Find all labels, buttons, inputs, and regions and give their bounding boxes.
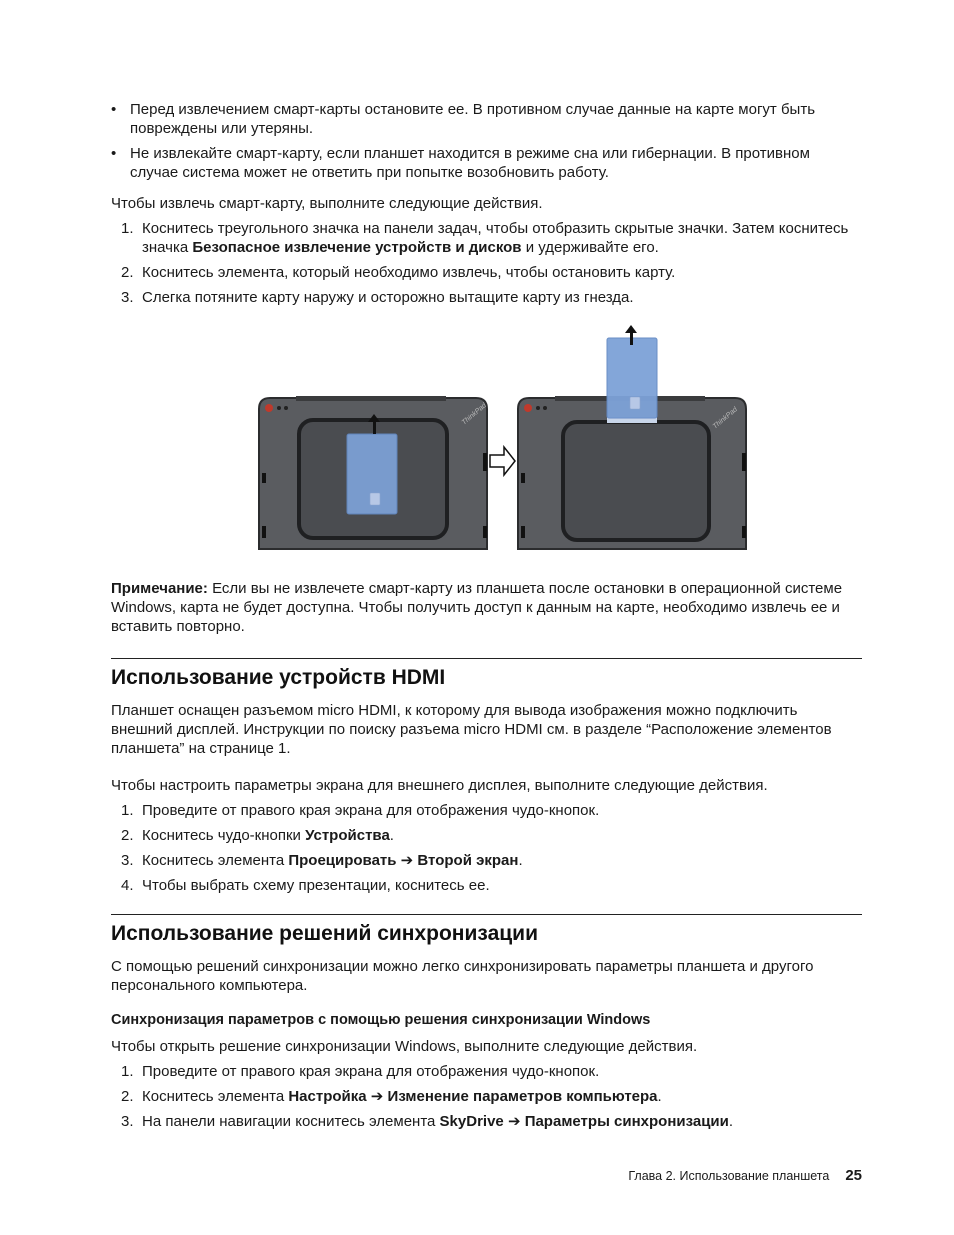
smartcard-removal-illustration <box>111 321 862 561</box>
step-number: 3. <box>121 1113 134 1130</box>
smartcard-intro: Чтобы извлечь смарт-карту, выполните следующие действия. <box>111 195 543 212</box>
list-item <box>111 1087 862 1106</box>
step-text: . <box>657 1088 662 1105</box>
hdmi-paragraph: Планшет оснащен разъемом micro HDMI, к которому для вывода изображения можно подключить внешний дисплей. Инструкции по поиску разъема micro HDMI см. в разделе “Расположение элементов планшета” на странице 1. <box>111 702 832 757</box>
step-text: Проведите от правого края экрана для отображения чудо-кнопок. <box>142 1063 600 1080</box>
document-page <box>111 100 862 1137</box>
step-text: Чтобы выбрать схему презентации, коснитесь ее. <box>142 877 490 894</box>
step-bold: Устройства <box>305 827 390 844</box>
warning-bullets <box>111 100 862 182</box>
step-number: 1. <box>121 802 134 819</box>
arrow-icon: ➔ <box>507 1113 521 1130</box>
thinkpad-logo: ThinkPad <box>460 402 488 427</box>
step-number: 1. <box>121 220 134 237</box>
list-item <box>111 826 862 845</box>
sync-steps <box>111 1062 862 1131</box>
step-text: Коснитесь треугольного значка на панели задач, чтобы отобразить скрытые значки. Затем коснитесь значка <box>142 220 849 256</box>
step-number: 3. <box>121 852 134 869</box>
step-bold: Проецировать <box>288 852 397 869</box>
bullet-item: • Перед извлечением смарт-карты остановите ее. В противном случае данные на карте могут быть повреждены или утеряны. <box>111 100 862 138</box>
section-divider <box>111 658 862 659</box>
step-number: 3. <box>121 289 134 306</box>
list-item <box>111 1062 862 1081</box>
page-number: 25 <box>845 1167 862 1184</box>
sync-intro: Чтобы открыть решение синхронизации Windows, выполните следующие действия. <box>111 1038 698 1055</box>
step-number: 4. <box>121 877 134 894</box>
step-bold: Изменение параметров компьютера <box>387 1088 658 1105</box>
hdmi-intro: Чтобы настроить параметры экрана для внешнего дисплея, выполните следующие действия. <box>111 777 768 794</box>
step-text: Коснитесь элемента <box>142 852 289 869</box>
step-bold: Второй экран <box>417 852 519 869</box>
step-bold: SkyDrive <box>439 1113 504 1130</box>
footer-chapter: Глава 2. Использование планшета <box>628 1169 830 1183</box>
red-dot-icon <box>265 404 273 412</box>
step-text: и удерживайте его. <box>521 239 659 256</box>
step-number: 2. <box>121 1088 134 1105</box>
hdmi-steps <box>111 801 862 895</box>
section-title-hdmi: Использование устройств HDMI <box>111 666 446 689</box>
step-number: 2. <box>121 827 134 844</box>
step-text: . <box>389 827 394 844</box>
list-item <box>111 801 862 820</box>
step-text: Коснитесь чудо-кнопки <box>142 827 306 844</box>
step-bold: Параметры синхронизации <box>524 1113 729 1130</box>
smartcard-steps <box>111 219 862 307</box>
note-label: Примечание: <box>111 580 208 597</box>
step-bold: Безопасное извлечение устройств и дисков <box>192 239 522 256</box>
tablet-illustration <box>111 321 862 561</box>
step-text: На панели навигации коснитесь элемента <box>142 1113 440 1130</box>
section-title-sync: Использование решений синхронизации <box>111 922 538 945</box>
tablet-left <box>259 396 489 549</box>
arrow-icon: ➔ <box>400 852 414 869</box>
sync-paragraph: С помощью решений синхронизации можно легко синхронизировать параметры планшета и другого персонального компьютера. <box>111 958 814 994</box>
step-text: . <box>518 852 523 869</box>
page-footer <box>111 1167 862 1184</box>
list-item <box>111 288 862 307</box>
bullet-item: • Не извлекайте смарт-карту, если планшет находится в режиме сна или гибернации. В противном случае система может не ответить при попытке возобновить работу. <box>111 144 862 182</box>
step-number: 1. <box>121 1063 134 1080</box>
note-text: Если вы не извлечете смарт-карту из планшета после остановки в операционной системе Windows, карта не будет доступна. Чтобы получить доступ к данным на карте, необходимо извлечь ее и вставить повторно. <box>111 580 843 635</box>
arrow-icon: ➔ <box>370 1088 384 1105</box>
tablet-right <box>518 325 746 549</box>
thinkpad-logo: ThinkPad <box>711 406 739 431</box>
sync-subtitle: Синхронизация параметров с помощью решения синхронизации Windows <box>111 1012 651 1028</box>
section-divider <box>111 914 862 915</box>
list-item <box>111 263 862 282</box>
step-text: Коснитесь элемента, который необходимо извлечь, чтобы остановить карту. <box>142 264 676 281</box>
step-text: Коснитесь элемента <box>142 1088 289 1105</box>
arrow-right-icon <box>490 447 515 475</box>
step-text: Проведите от правого края экрана для отображения чудо-кнопок. <box>142 802 600 819</box>
step-text: . <box>728 1113 734 1130</box>
note-paragraph <box>111 579 862 636</box>
list-item <box>111 851 862 870</box>
step-number: 2. <box>121 264 134 281</box>
list-item <box>111 876 862 895</box>
red-dot-icon <box>524 404 532 412</box>
step-bold: Настройка <box>288 1088 367 1105</box>
list-item <box>111 1112 862 1131</box>
step-text: Слегка потяните карту наружу и осторожно вытащите карту из гнезда. <box>142 289 634 306</box>
list-item <box>111 219 862 257</box>
